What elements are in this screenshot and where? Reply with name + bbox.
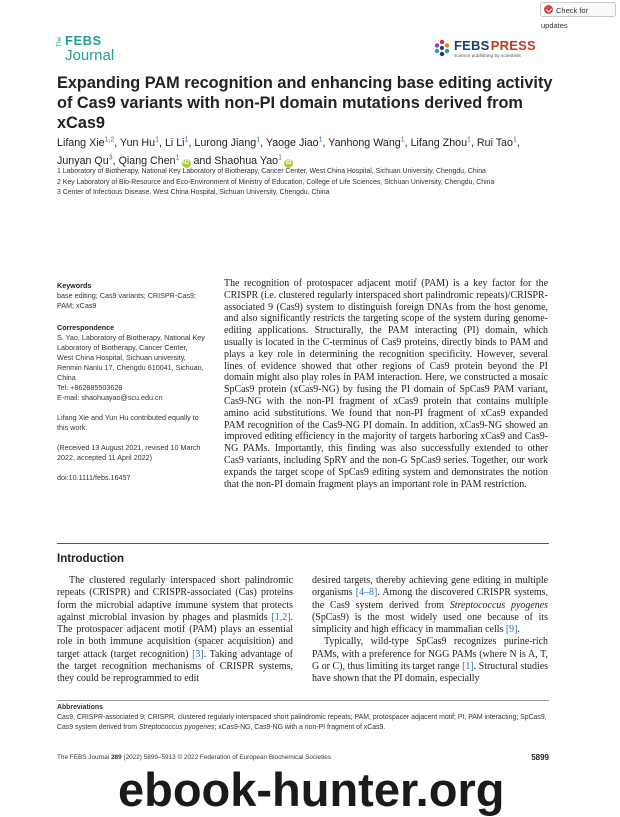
- press-logo-icon: [433, 39, 451, 57]
- correspondence-address: S. Yao, Laboratory of Biotherapy, National Key Laboratory of Biotherapy, Cancer Center, West China Hospital, Sichuan university, Renmin Nanlu 17, Chengdu 610041, Sichuan, China: [57, 333, 205, 382]
- author: Lifang Zhou$^1$,: [410, 136, 477, 149]
- check-for-updates-label: Check for updates: [541, 6, 589, 30]
- footnote-divider: [57, 700, 549, 701]
- press-logo-name-b: PRESS: [490, 38, 536, 53]
- equal-contribution-note: Lifang Xie and Yun Hu contributed equally to this work.: [57, 413, 199, 432]
- journal-logo-name: FEBS: [65, 33, 102, 48]
- check-for-updates-button[interactable]: [540, 2, 616, 30]
- author-list: [57, 132, 557, 169]
- reference-link[interactable]: [1]: [462, 661, 474, 673]
- abstract: [224, 278, 548, 490]
- press-logo-tagline: science publishing by scientists: [454, 54, 521, 59]
- footer-citation: The FEBS Journal 289 (2022) 5899–5913 © 2022 Federation of European Biochemical Societies: [57, 754, 332, 761]
- abstract-text: The recognition of protospacer adjacent motif (PAM) is a key factor for the CRISPR (i.e. clustered regularly interspaced short palindromic repeats)/CRISPR-associated 9 (Cas9) system to distinguish foreign DNAs from the host genome, and also significantly restricts the targeting scope of the system during genome-editing applications. Structurally, the PAM interacting (PI) domain, which usually is located in the C-terminus of Cas9 proteins, directly binds to PAM and plays a key role in determining the recognition specificity. However, several lines of evidence showed that other regions of Cas9 protein beyond the PI domain might also play roles in PAM interaction. Here, we constructed a mosaic SpCas9 protein (xCas9-NG) by fusing the PI domain of SpCas9 PAM variant, Cas9-NG with the non-PI fragment of xCas9 protein that contains multiple amino acid substitutions. We found that non-PI fragment of xCas9 expanded PAM recognition of the Cas9-NG PI domain. In addition, xCas9-NG showed an improved editing efficiency in the majority of targets harboring xCas9 and Cas9-NG PAMs. Importantly, this finding was also successfully extended to other Cas9 variants, including SpRY and the non-G SpCas9 series. Together, our work expands the target scope of SpCas9 editing system and demonstrates the notion that the non-PI domain fragment plays an important role in PAM restriction.: [224, 278, 548, 490]
- correspondence-tel: Tel: +862885503628: [57, 383, 123, 392]
- author: Shaohua Yao$^1$iD: [214, 154, 292, 168]
- reference-link[interactable]: [4–8]: [355, 587, 378, 599]
- author: Junyan Qu$^3$,: [57, 154, 119, 168]
- received-dates: (Received 13 August 2021, revised 10 March 2022, accepted 11 April 2022): [57, 443, 201, 462]
- author: Rui Tao$^1$,: [476, 136, 520, 149]
- keywords: base editing; Cas9 variants; CRISPR-Cas9; PAM; xCas9: [57, 291, 197, 310]
- paragraph: The clustered regularly interspaced short palindromic repeats (CRISPR) and CRISPR-associated (Cas) proteins form the microbial adaptive immune system that protects against microbial invasion by phages and plasmids [1,2]. The protospacer adjacent motif (PAM) plays an essential role in both immune acquisition (spacer acquisition) and target attack (target recognition) [3]. Taking advantage of the target recognition mechanisms of CRISPR systems, they could be reprogrammed to edit: [57, 575, 293, 685]
- affiliation: 3 Center of Infectious Disease, West China Hospital, Sichuan University, Chengdu, China: [57, 189, 330, 196]
- watermark: ebook-hunter.org: [118, 763, 505, 816]
- section-divider: [57, 543, 549, 544]
- journal-logo-sub: Journal: [65, 47, 115, 64]
- introduction-column-left: [57, 575, 293, 686]
- orcid-icon[interactable]: iD: [285, 160, 292, 167]
- article-info-sidebar: [57, 281, 205, 483]
- keywords-heading: Keywords: [57, 281, 92, 290]
- abbreviations-heading: Abbreviations: [57, 704, 103, 711]
- press-logo-name-a: FEBS: [454, 38, 490, 53]
- page-footer: [57, 754, 549, 761]
- page-number: 5899: [531, 753, 549, 762]
- check-icon: [544, 5, 553, 14]
- affiliation: 1 Laboratory of Biotherapy, National Key Laboratory of Biotherapy, Cancer Center, West China Hospital, Sichuan University, Chengdu, China: [57, 168, 486, 175]
- affiliation: 2 Key Laboratory of Bio-Resource and Eco-Environment of Ministry of Education, College of Life Sciences, Sichuan University, Chengdu, China: [57, 178, 495, 186]
- journal-logo: [57, 33, 137, 67]
- article-title: Expanding PAM recognition and enhancing base editing activity of Cas9 variants with non-PI domain mutations derived from xCas9: [57, 74, 553, 132]
- author: Yanhong Wang$^1$,: [328, 136, 411, 149]
- reference-link[interactable]: [9]: [505, 624, 518, 636]
- doi[interactable]: doi:10.1111/febs.16457: [57, 473, 131, 482]
- journal-logo-prefix: The: [57, 36, 63, 47]
- reference-link[interactable]: [3]: [192, 648, 204, 660]
- author: Yaoge Jiao$^1$,: [265, 136, 329, 149]
- orcid-icon[interactable]: iD: [183, 160, 190, 167]
- reference-link[interactable]: [1,2]: [271, 611, 291, 623]
- introduction-heading: Introduction: [57, 553, 125, 565]
- affiliations: [57, 167, 557, 199]
- correspondence-email[interactable]: E-mail: shaohuayao@scu.edu.cn: [57, 393, 163, 402]
- paragraph: desired targets, thereby achieving gene editing in multiple organisms [4–8]. Among the discovered CRISPR systems, the Cas9 system derived from Streptococcus pyogenes (SpCas9) is the most widely used one because of its simplicity and high efficacy in mammalian cells [9].: [312, 575, 548, 636]
- author: Yun Hu$^1$,: [120, 136, 165, 149]
- author: Lurong Jiang$^1$,: [194, 136, 266, 149]
- author: Lifang Xie$^{1,2}$,: [57, 136, 121, 149]
- press-logo: [433, 37, 543, 63]
- correspondence-heading: Correspondence: [57, 323, 115, 332]
- introduction-column-right: [312, 575, 548, 686]
- author: Qiang Chen$^1$iD and: [118, 154, 215, 168]
- paragraph: Typically, wild-type SpCas9 recognizes purine-rich PAMs, with a preference for NGG PAMs (where N is A, T, G or C), thus limiting its target range [1]. Structural studies have shown that the PI domain, especially: [312, 636, 548, 685]
- abbreviations: [57, 703, 549, 733]
- author: Li Li$^1$,: [164, 136, 195, 149]
- abbreviations-text: Cas9, CRISPR-associated 9; CRISPR, clustered regularly interspaced short palindromic repeats; PAM, protospacer adjacent motif; PI, PAM interacting; SpCas9, Cas9 system derived from Streptococcus pyogenes; xCas9-NG, Cas9-NG with a non-PI fragment of xCas9.: [57, 714, 547, 731]
